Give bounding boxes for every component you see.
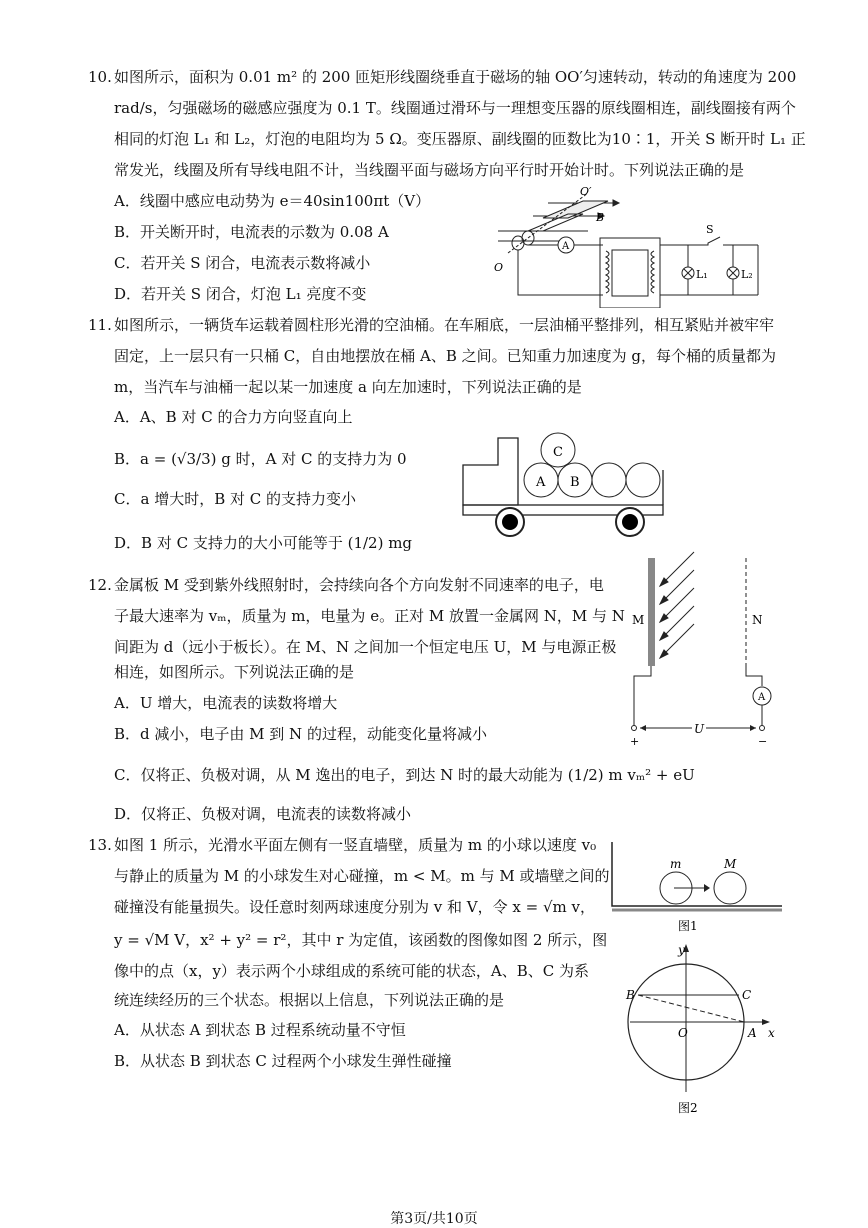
q13-figure-2 — [620, 942, 780, 1120]
ball-big-m-label: M — [724, 857, 737, 871]
minus-terminal-label: − — [758, 735, 768, 748]
q11-option-d: D．B 对 C 支持力的大小可能等于 (1/2) mg — [114, 534, 413, 552]
q13-line: 如图 1 所示，光滑水平面左侧有一竖直墙壁，质量为 m 的小球以速度 v₀ — [114, 836, 597, 854]
ammeter-label: A — [562, 241, 570, 252]
q12-number: 12. — [88, 576, 112, 594]
axis-o-prime-label: O′ — [580, 185, 592, 198]
q10-line: 常发光，线圈及所有导线电阻不计，当线圈平面与磁场方向平行时开始计时。下列说法正确的是 — [114, 161, 745, 179]
ammeter-label: A — [758, 692, 766, 703]
q10-option-c: C．若开关 S 闭合，电流表示数将减小 — [114, 254, 371, 272]
q12-photoelectric-figure — [622, 550, 782, 750]
lamp-l1-label: L₁ — [696, 268, 708, 281]
origin-o-label: O — [678, 1026, 688, 1040]
q11-line: m，当汽车与油桶一起以某一加速度 a 向左加速时，下列说法正确的是 — [114, 378, 582, 396]
q10-option-a: A．线圈中感应电动势为 e＝40sin100πt（V） — [114, 192, 431, 210]
q13-line: 碰撞没有能量损失。设任意时刻两球速度分别为 v 和 V，令 x = √m v， — [114, 898, 595, 916]
q10-generator-transformer-figure — [488, 183, 788, 308]
q13-line: 像中的点（x，y）表示两个小球组成的系统可能的状态，A、B、C 为系 — [114, 962, 590, 980]
q12-line: 间距为 d（远小于板长）。在 M、N 之间加一个恒定电压 U，M 与电源正极 — [114, 638, 617, 656]
lamp-l2-label: L₂ — [741, 268, 753, 281]
q10-option-d: D．若开关 S 闭合，灯泡 L₁ 亮度不变 — [114, 285, 367, 303]
barrel-c-label: C — [553, 445, 563, 460]
q11-option-c: C．a 增大时，B 对 C 的支持力变小 — [114, 490, 356, 508]
q13-figure-1 — [606, 840, 786, 935]
q12-line: 子最大速率为 vₘ，质量为 m，电量为 e。正对 M 放置一金属网 N，M 与 N — [114, 607, 625, 625]
q13-line: 统连续经历的三个状态。根据以上信息，下列说法正确的是 — [114, 991, 505, 1009]
barrel-b-label: B — [570, 475, 580, 490]
axis-x-label: x — [768, 1026, 775, 1040]
q11-number: 11. — [88, 316, 112, 334]
q13-option-b: B．从状态 B 到状态 C 过程两个小球发生弹性碰撞 — [114, 1052, 452, 1070]
q13-line: y = √M V，x² + y² = r²，其中 r 为定值，该函数的图像如图 2 所示，图 — [114, 931, 608, 949]
state-c-label: C — [742, 988, 752, 1002]
q11-option-a: A．A、B 对 C 的合力方向竖直向上 — [114, 408, 353, 426]
axis-y-label: y — [678, 943, 685, 957]
q11-line: 固定，上一层只有一只桶 C，自由地摆放在桶 A、B 之间。已知重力加速度为 g，每个桶的质量都为 — [114, 347, 777, 365]
axis-o-label: O — [494, 261, 504, 274]
q12-option-b: B．d 减小，电子由 M 到 N 的过程，动能变化量将减小 — [114, 725, 487, 743]
q12-option-a: A．U 增大，电流表的读数将增大 — [114, 694, 338, 712]
q13-number: 13. — [88, 836, 112, 854]
mesh-n-label: N — [752, 613, 763, 627]
q10-line: 相同的灯泡 L₁ 和 L₂，灯泡的电阻均为 5 Ω。变压器原、副线圈的匝数比为10∶1，开关 S 断开时 L₁ 正 — [114, 130, 806, 148]
q12-line: 金属板 M 受到紫外线照射时，会持续向各个方向发射不同速率的电子，电 — [114, 576, 604, 594]
q11-line: 如图所示，一辆货车运载着圆柱形光滑的空油桶。在车厢底，一层油桶平整排列，相互紧贴并被牢牢 — [114, 316, 775, 334]
q10-line: rad/s，匀强磁场的磁感应强度为 0.1 T。线圈通过滑环与一理想变压器的原线圈相连，副线圈接有两个 — [114, 99, 796, 117]
ball-m-label: m — [670, 857, 682, 871]
q10-option-b: B．开关断开时，电流表的示数为 0.08 A — [114, 223, 389, 241]
q10-number: 10. — [88, 68, 112, 86]
plus-terminal-label: + — [630, 735, 640, 748]
voltage-u-label: U — [694, 722, 705, 736]
figure-1-caption: 图1 — [678, 919, 698, 933]
barrel-a-label: A — [536, 475, 546, 490]
plate-m-label: M — [632, 613, 645, 627]
q11-truck-figure — [458, 430, 668, 540]
state-a-label: A — [748, 1026, 757, 1040]
switch-label: S — [706, 223, 714, 236]
q12-option-d: D．仅将正、负极对调，电流表的读数将减小 — [114, 805, 412, 823]
figure-2-caption: 图2 — [678, 1101, 698, 1115]
q11-option-b: B．a = (√3/3) g 时，A 对 C 的支持力为 0 — [114, 450, 407, 468]
q13-option-a: A．从状态 A 到状态 B 过程系统动量不守恒 — [114, 1021, 406, 1039]
field-b-label: B — [596, 211, 605, 224]
state-b-label: B — [626, 988, 635, 1002]
page-footer: 第3页/共10页 — [390, 1211, 478, 1227]
q12-line: 相连，如图所示。下列说法正确的是 — [114, 663, 355, 681]
q13-line: 与静止的质量为 M 的小球发生对心碰撞，m < M。m 与 M 或墙壁之间的 — [114, 867, 610, 885]
q12-option-c: C．仅将正、负极对调，从 M 逸出的电子，到达 N 时的最大动能为 (1/2) m vₘ² + eU — [114, 766, 695, 784]
q10-line: 如图所示，面积为 0.01 m² 的 200 匝矩形线圈绕垂直于磁场的轴 OO′匀速转动，转动的角速度为 200 — [114, 68, 797, 86]
